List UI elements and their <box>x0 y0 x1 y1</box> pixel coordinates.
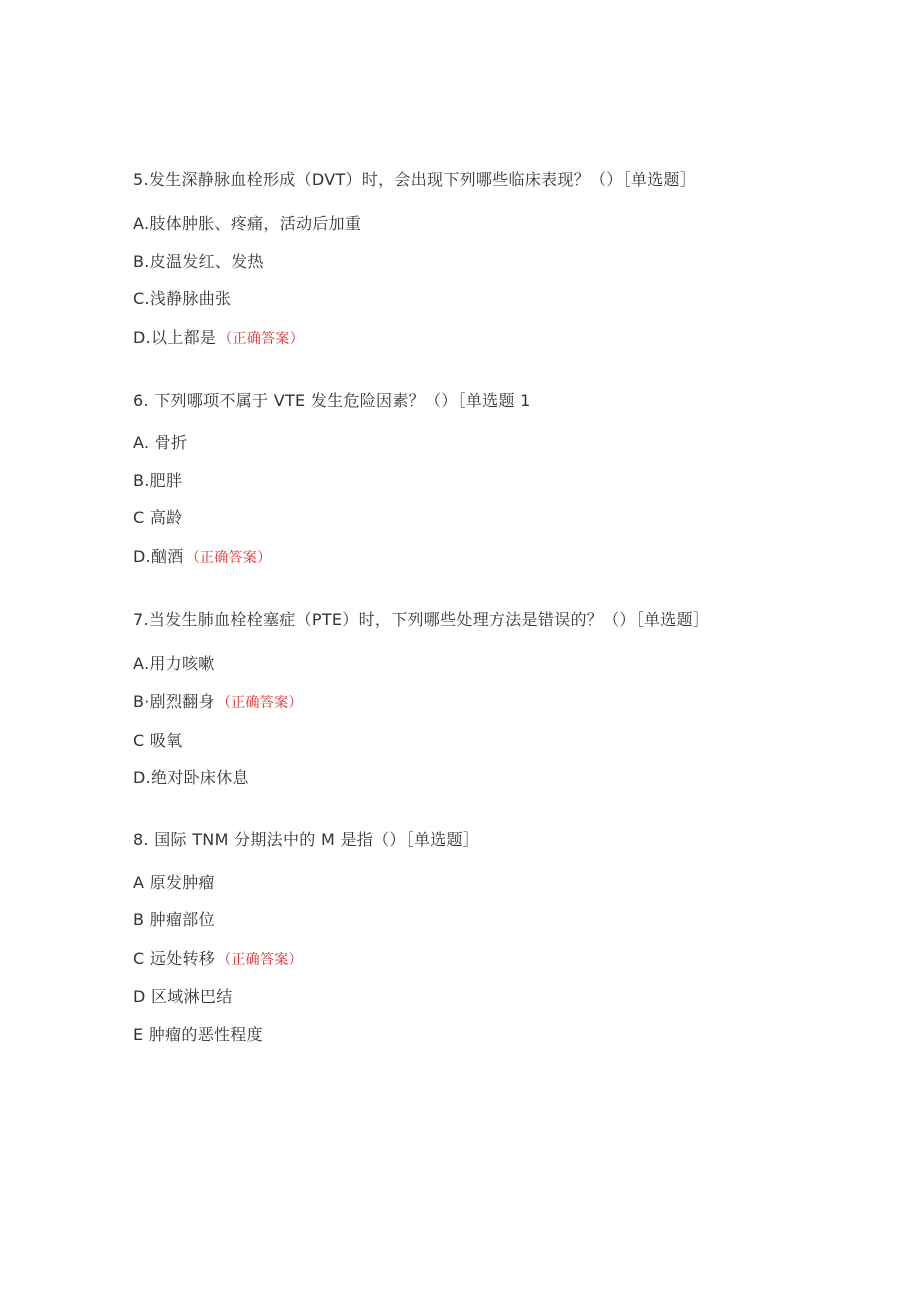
option-label: D.以上都是 <box>133 328 217 347</box>
option-label: A 原发肿瘤 <box>133 873 215 892</box>
question-7-option-c <box>133 731 182 751</box>
correct-answer-tag: （正确答案） <box>185 550 272 566</box>
option-label: B 肿瘤部位 <box>133 910 215 929</box>
option-label: D.绝对卧床休息 <box>133 768 249 787</box>
question-6-option-b <box>133 471 182 491</box>
question-6-option-a <box>133 433 187 453</box>
option-label: C 远处转移 <box>133 949 216 968</box>
option-label: B.肥胖 <box>133 471 183 490</box>
question-8-text: 8. 国际 TNM 分期法中的 M 是指（）［单选题］ <box>133 830 480 849</box>
question-8-option-e <box>133 1025 263 1045</box>
question-5-option-a <box>133 214 361 234</box>
question-8-option-a <box>133 873 215 893</box>
option-label: A. 骨折 <box>133 433 188 452</box>
option-label: C 高龄 <box>133 508 183 527</box>
question-5-option-b <box>133 252 264 272</box>
correct-answer-tag: （正确答案） <box>217 952 303 968</box>
question-6-option-c <box>133 508 182 528</box>
option-label: B·剧烈翻身 <box>133 692 215 711</box>
option-label: A.肢体肿胀、疼痛，活动后加重 <box>133 214 362 233</box>
option-label: B.皮温发红、发热 <box>133 252 264 271</box>
question-5-option-c <box>133 289 231 309</box>
question-8-option-d <box>133 987 233 1007</box>
question-8-option-b <box>133 910 215 930</box>
question-6-option-d <box>133 547 271 568</box>
question-7-option-a <box>133 654 215 674</box>
option-label: E 肿瘤的恶性程度 <box>133 1025 263 1044</box>
question-7-option-b <box>133 692 303 713</box>
question-7-text: 7.当发生肺血栓栓塞症（PTE）时，下列哪些处理方法是错误的？（）［单选题］ <box>133 610 710 629</box>
option-label: C 吸氧 <box>133 731 183 750</box>
question-5-text: 5.发生深静脉血栓形成（DVT）时，会出现下列哪些临床表现？（）［单选题］ <box>133 170 697 189</box>
option-label: D.酗酒 <box>133 547 184 566</box>
question-5-option-d <box>133 328 304 349</box>
option-label: A.用力咳嗽 <box>133 654 215 673</box>
correct-answer-tag: （正确答案） <box>218 331 305 347</box>
option-label: C.浅静脉曲张 <box>133 289 232 308</box>
question-6-text: 6. 下列哪项不属于 VTE 发生危险因素？（）［单选题 1 <box>133 391 531 410</box>
question-7-option-d <box>133 768 249 788</box>
option-label: D 区域淋巴结 <box>133 987 233 1006</box>
correct-answer-tag: （正确答案） <box>216 695 303 711</box>
question-8-option-c <box>133 949 303 970</box>
